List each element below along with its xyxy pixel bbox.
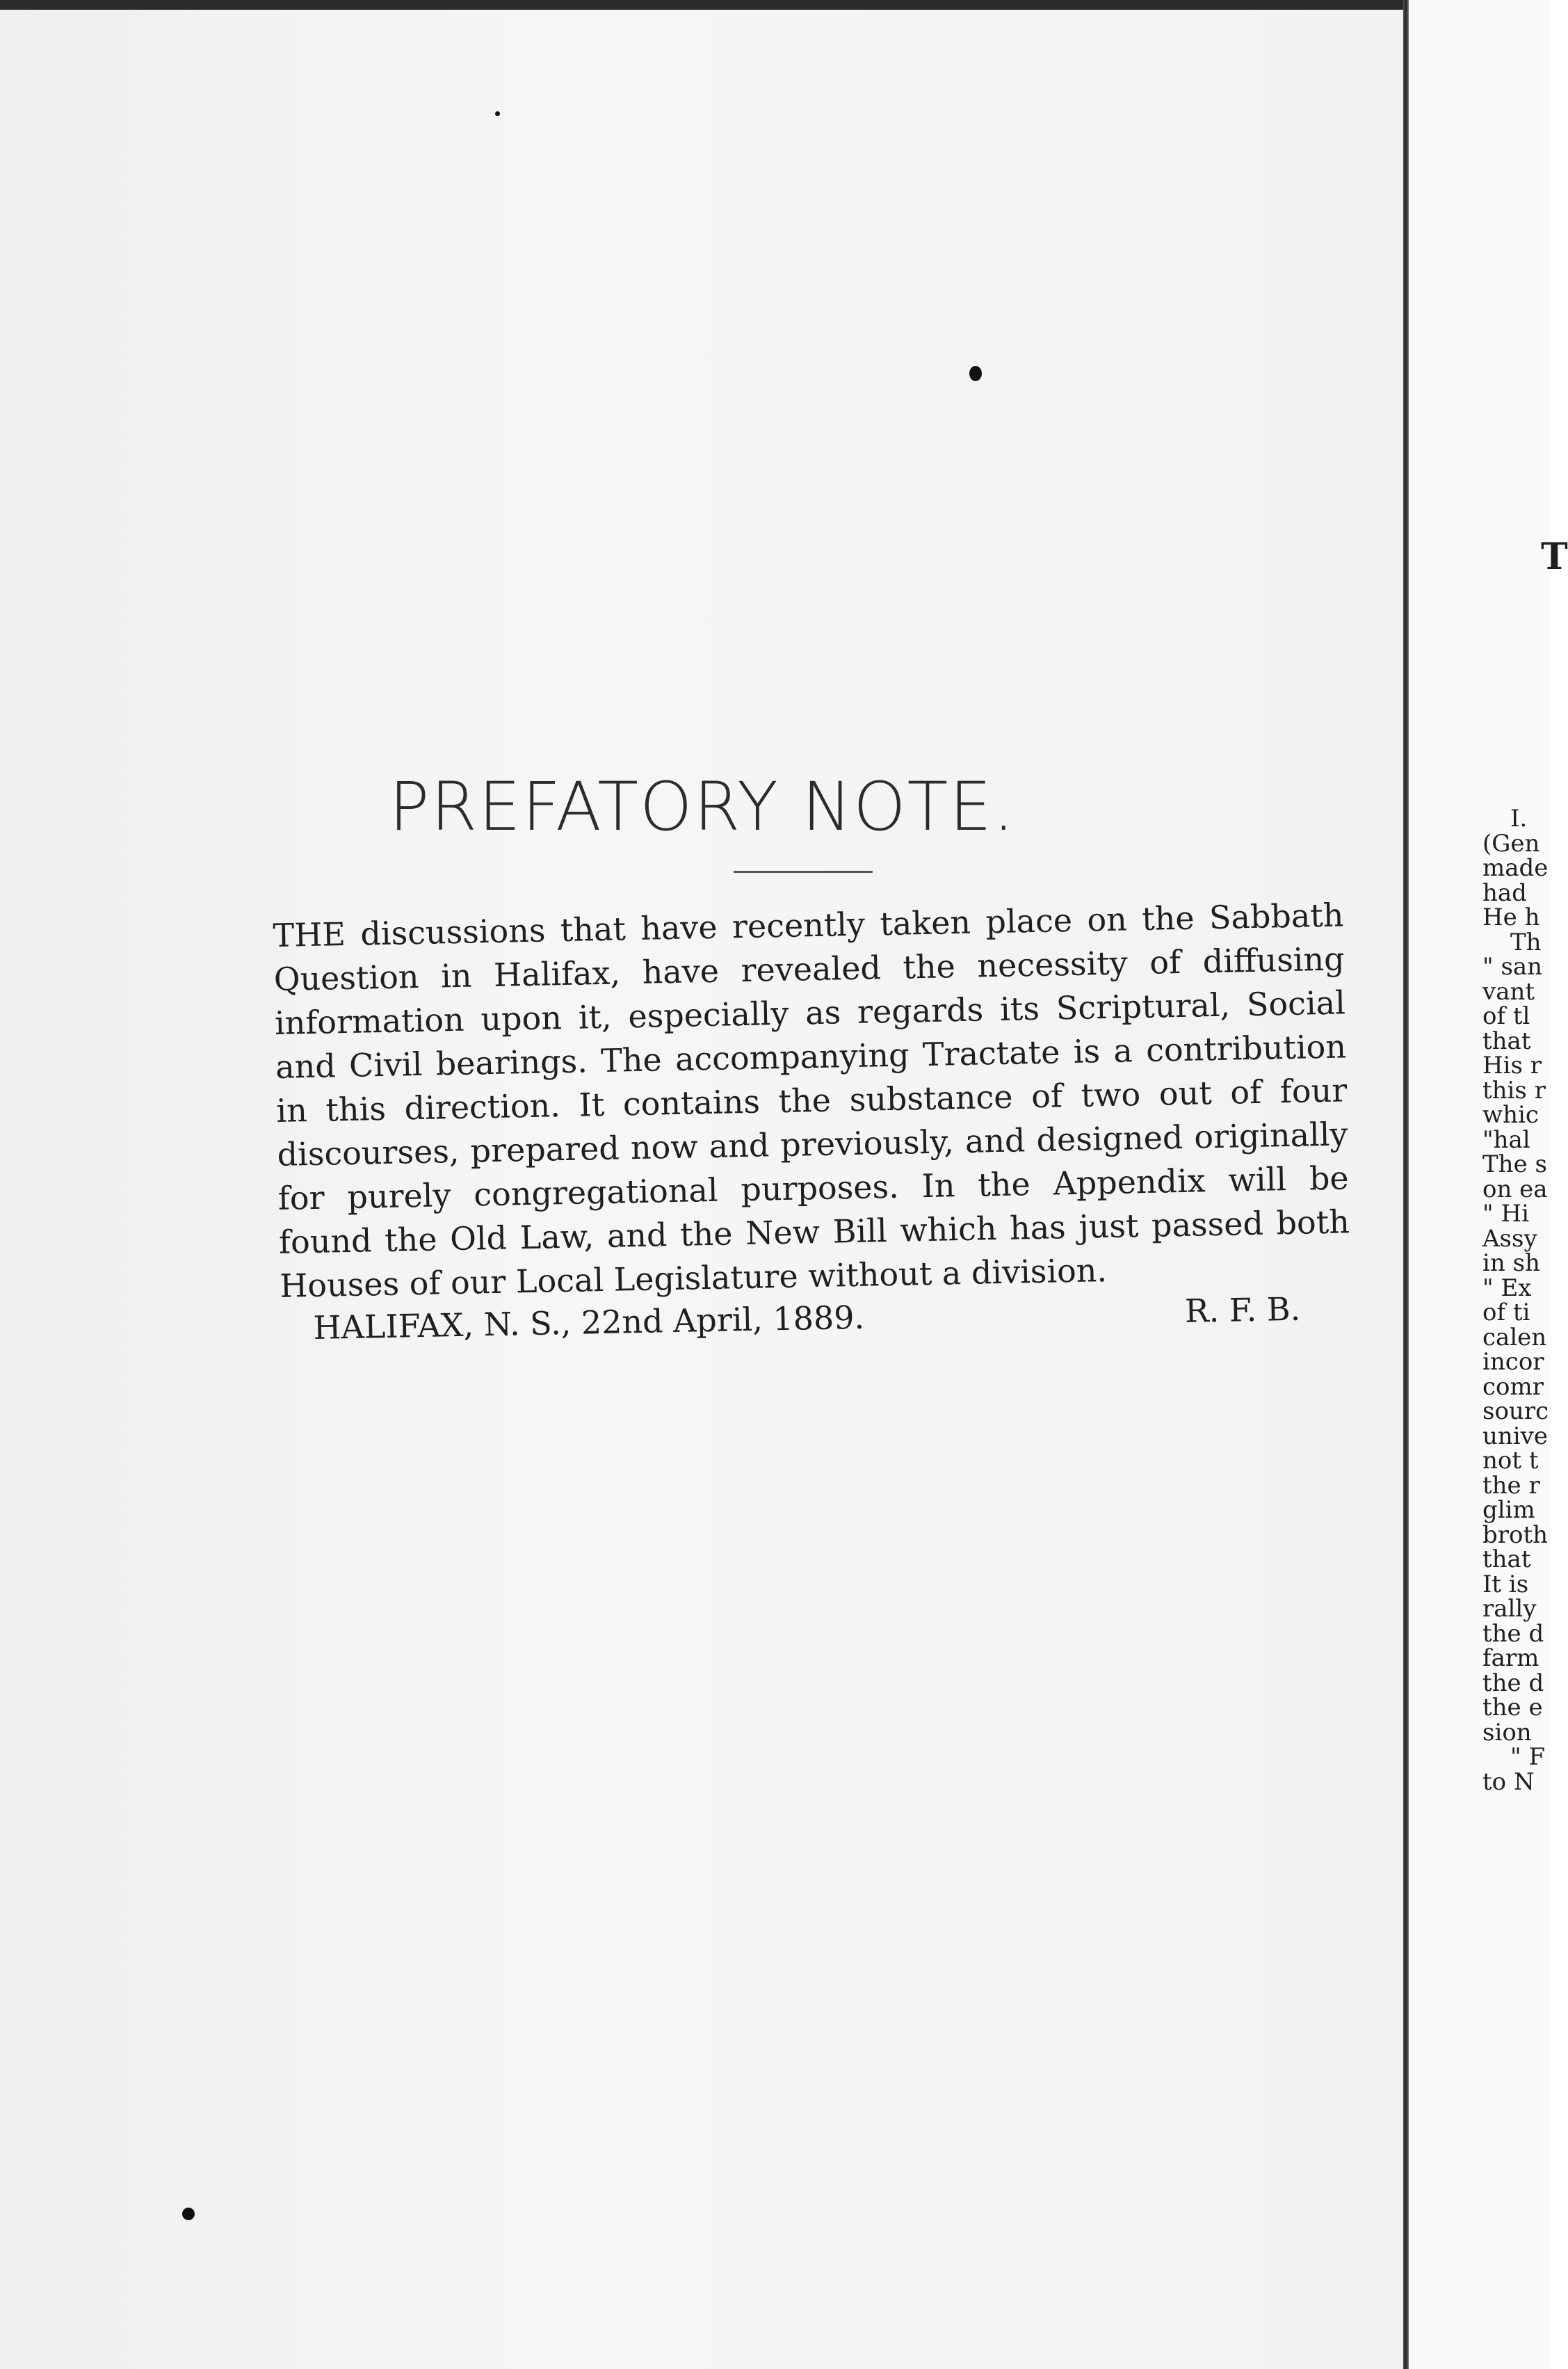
right-page-line: He h bbox=[1482, 904, 1540, 931]
right-page-line: unive bbox=[1482, 1422, 1548, 1450]
title-divider bbox=[734, 871, 873, 873]
right-page-line: this r bbox=[1482, 1076, 1546, 1105]
right-page-line: vant bbox=[1482, 977, 1535, 1006]
right-page-line: on ea bbox=[1482, 1175, 1548, 1203]
right-page-line: that bbox=[1482, 1545, 1531, 1573]
right-page-line: " Ex bbox=[1482, 1274, 1532, 1302]
right-page-line: made bbox=[1482, 854, 1549, 882]
right-page-line: The s bbox=[1482, 1150, 1547, 1178]
right-page-line: glim bbox=[1482, 1496, 1535, 1524]
right-page-line: broth bbox=[1482, 1520, 1549, 1549]
right-page-line: had bbox=[1482, 878, 1527, 907]
page-gutter bbox=[1403, 0, 1409, 2369]
right-page-line: the r bbox=[1482, 1471, 1540, 1500]
place-and-date: HALIFAX, N. S., 22nd April, 1889. bbox=[313, 1298, 865, 1347]
right-page-heading-fragment: T bbox=[1541, 536, 1568, 578]
ink-speck-top bbox=[969, 366, 982, 381]
right-page-line: the d bbox=[1482, 1619, 1544, 1648]
ink-speck-small bbox=[495, 111, 500, 116]
author-initials: R. F. B. bbox=[1184, 1290, 1301, 1330]
ink-speck-bottom bbox=[182, 2208, 195, 2220]
right-page-line: not t bbox=[1482, 1447, 1539, 1475]
right-page-line: (Gen bbox=[1482, 829, 1540, 858]
right-page-line: whic bbox=[1482, 1101, 1539, 1129]
right-page-line: sion bbox=[1482, 1718, 1532, 1746]
right-page-line: comr bbox=[1482, 1372, 1544, 1401]
right-page-line: to N bbox=[1482, 1767, 1535, 1796]
right-page bbox=[1409, 0, 1568, 2369]
right-page-line: Assy bbox=[1482, 1224, 1537, 1253]
right-page-line: incor bbox=[1482, 1348, 1544, 1376]
right-page-line: calen bbox=[1482, 1323, 1547, 1351]
right-page-line: the e bbox=[1482, 1694, 1543, 1721]
right-page-line: It is bbox=[1482, 1570, 1529, 1598]
right-page-line: I. bbox=[1510, 805, 1528, 833]
right-page-text-fragments bbox=[1482, 807, 1549, 1794]
right-page-line: "hal bbox=[1482, 1125, 1530, 1154]
right-page-line: of tl bbox=[1482, 1002, 1530, 1030]
right-page-line: farm bbox=[1482, 1644, 1539, 1672]
right-page-line: " F bbox=[1510, 1743, 1546, 1771]
page-title: PREFATORY NOTE. bbox=[389, 768, 1016, 846]
right-page-line: in sh bbox=[1482, 1249, 1540, 1277]
right-page-line: Th bbox=[1510, 928, 1542, 956]
right-page-line: rally bbox=[1482, 1595, 1537, 1623]
right-page-line: of ti bbox=[1482, 1299, 1530, 1326]
right-page-line: that bbox=[1482, 1027, 1531, 1055]
right-page-line: His r bbox=[1482, 1052, 1542, 1079]
prefatory-paragraph: THE discussions that have recently taken place on the Sabbath Question in Halifax, have revealed the necessity of diffusing information upon it, especially as regards its Scriptural, Social and Civil bearings. The accompanying Tractate is a contribution in this direction. It contains the substance of two out of four discourses, prepared now and previously, and designed originally for purely congregational purposes. In the Appendix will be found the Old Law, and the New Bill which has just passed both Houses of our Local Legislature without a division. bbox=[273, 896, 1350, 1305]
right-page-line: the d bbox=[1482, 1669, 1544, 1697]
right-page-line: sourc bbox=[1482, 1397, 1549, 1425]
right-page-line: " Hi bbox=[1482, 1200, 1529, 1228]
right-page-line: " san bbox=[1482, 953, 1543, 981]
